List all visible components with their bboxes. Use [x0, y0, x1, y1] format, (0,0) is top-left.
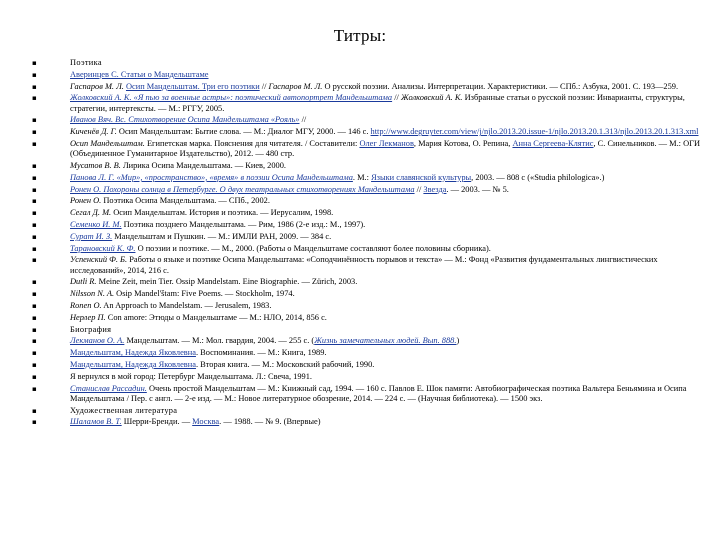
bibliography-item [30, 58, 700, 68]
bibliography-item [30, 336, 700, 346]
bullet-icon: ▪ [32, 59, 37, 67]
reference-text: Киченёв Д. Г. [70, 127, 117, 137]
reference-text: Мандельштам и Пушкин. — М.: ИМЛИ РАН, 2009. — 384 с. [112, 231, 332, 241]
reference-text: . — 2003. — № 5. [446, 184, 509, 194]
reference-text: Мусатов В. В. [70, 160, 121, 170]
bibliography-item [30, 70, 700, 80]
reference-text: Нерлер П. [70, 312, 106, 322]
bullet-icon: ▪ [32, 384, 37, 393]
reference-link[interactable]: Олег Лекманов [359, 138, 414, 148]
reference-text: Лирика Осипа Мандельштама. — Киев, 2000. [120, 160, 287, 170]
bibliography-item [30, 348, 700, 358]
reference-text: ) [456, 336, 460, 346]
reference-link[interactable]: Жолковский А. К. «Я пью за военные астры»: поэтический автопортрет Мандельштама [70, 93, 393, 103]
reference-text: // [414, 184, 424, 194]
slide-title: Титры: [333, 26, 387, 45]
reference-link[interactable]: Ронен О. Похороны солнца в Петербурге. О двух театральных стихотворениях Мандельштама [70, 184, 415, 194]
reference-text: , 2003. — 808 с («Studia philologica».) [471, 172, 605, 182]
reference-link[interactable]: Москва [192, 417, 220, 427]
reference-text: Мандельштам. — М.: Мол. гвардия, 2004. — 255 с. ( [124, 336, 315, 346]
reference-link[interactable]: Звезда [423, 184, 447, 194]
reference-text: О русской поэзии. Анализы. Интерпретации. Характеристики. — СПб.: Азбука, 2001. С. 193—259. [322, 81, 679, 91]
bullet-icon: ▪ [32, 185, 37, 194]
bullet-icon: ▪ [32, 232, 37, 241]
bullet-icon: ▪ [32, 337, 37, 346]
reference-text: Осип Мандельштам. История и поэтика. — Иерусалим, 1998. [111, 208, 334, 218]
reference-text: Osip Mandel'štam: Five Poems. — Stockholm, 1974. [114, 289, 295, 299]
reference-link[interactable]: Семенко И. М. [70, 219, 122, 229]
bullet-icon: ▪ [32, 349, 37, 358]
reference-text: Ronen O. [70, 300, 102, 310]
reference-link[interactable]: Тарановский К. Ф. [70, 243, 136, 253]
reference-text: . М.: [352, 172, 372, 182]
bibliography-item [30, 232, 700, 242]
bullet-icon: ▪ [32, 325, 37, 334]
reference-link[interactable]: http://www.degruyter.com/view/j/njlo.2013.20.issue-1/njlo.2013.20.1.313/njlo.2013.20.1.313.xml [370, 127, 699, 137]
bullet-icon: ▪ [32, 278, 37, 287]
bullet-icon: ▪ [32, 406, 37, 415]
bibliography-item [30, 93, 700, 113]
bullet-icon: ▪ [32, 116, 37, 125]
reference-text: Осип Мандельштам: Бытие слова. — М.: Диалог МГУ, 2000. — 146 с. [116, 127, 371, 137]
reference-text: // [259, 81, 269, 91]
bibliography-item [30, 360, 700, 370]
bullet-icon: ▪ [32, 220, 37, 229]
reference-text: Con amore: Этюды о Мандельштаме — М.: НЛО, 2014, 856 с. [105, 312, 327, 322]
reference-link[interactable]: Жизнь замечательных людей. Вып. 888. [314, 336, 457, 346]
bibliography-item [30, 185, 700, 195]
bullet-icon: ▪ [32, 94, 37, 103]
reference-text: . Воспоминания. — М.: Книга, 1989. [195, 348, 327, 358]
bibliography-item [30, 139, 700, 159]
reference-link[interactable]: Мандельштам, Надежда Яковлевна [70, 359, 196, 369]
bullet-icon: ▪ [32, 70, 37, 79]
reference-text: Сегал Д. М. [70, 208, 112, 218]
reference-text: Ронен О. [70, 196, 102, 206]
reference-link[interactable]: Осип Мандельштам. Три его поэтики [125, 81, 260, 91]
reference-link[interactable]: Шаламов В. Т. [70, 417, 122, 427]
bullet-icon: ▪ [32, 161, 37, 170]
bibliography-item [30, 406, 700, 416]
bullet-icon: ▪ [32, 197, 37, 206]
bullet-icon: ▪ [32, 372, 37, 381]
bibliography-item [30, 372, 700, 382]
reference-text: Гаспаров М. Л. [70, 81, 126, 91]
bibliography-item [30, 289, 700, 299]
bullet-icon: ▪ [32, 244, 37, 253]
reference-text: Nilsson N. A. [70, 289, 115, 299]
reference-text: Dutli R. [70, 277, 97, 287]
reference-text: Биография [70, 324, 112, 334]
reference-text: Поэтика позднего Мандельштама. — Рим, 1986 (2-е изд.: М., 1997). [121, 219, 366, 229]
reference-text: // [299, 115, 307, 125]
reference-text: , С. Синельников. — М.: ОГИ (Объединенное Гуманитарное Издательство), 2012. — 480 стр. [70, 138, 701, 159]
bullet-icon: ▪ [32, 301, 37, 310]
bullet-icon: ▪ [32, 256, 37, 265]
bibliography-item [30, 173, 700, 183]
bibliography-item [30, 384, 700, 404]
reference-text: Художественная литература [70, 405, 178, 415]
bibliography-item [30, 220, 700, 230]
bibliography-item [30, 115, 700, 125]
reference-text: Поэтика Осипа Мандельштама. — СПб., 2002. [101, 196, 270, 206]
bibliography-item [30, 196, 700, 206]
reference-text: Шерри-Бренди. — [121, 417, 193, 427]
bibliography-item [30, 161, 700, 171]
reference-text: Египетская марка. Пояснения для читателя. / Составители: [144, 138, 360, 148]
bullet-icon: ▪ [32, 139, 37, 148]
reference-text: Работы о языке и поэтике Осипа Мандельштама: «Соподчинённость порывов и текста» — М.: Фонд «Развития фундаментальных лингвистических исследований», 2014, 216 с. [70, 255, 658, 275]
reference-text: , Мария Котова, О. Репина, [413, 138, 513, 148]
reference-text: Успенский Ф. Б. [70, 255, 128, 265]
reference-text: Избранные статьи о русской поэзии: Инварианты, структуры, стратегии, интертексты. — М.: РГГУ, 2005. [70, 93, 685, 113]
bullet-icon: ▪ [32, 290, 37, 299]
bullet-icon: ▪ [32, 418, 37, 427]
bullet-icon: ▪ [32, 313, 37, 322]
reference-text: О поэзии и поэтике. — М., 2000. (Работы о Мандельштаме составляют более половины сборника). [135, 243, 491, 253]
reference-link[interactable]: Мандельштам, Надежда Яковлевна [70, 348, 196, 358]
bibliography-item [30, 244, 700, 254]
bibliography-item [30, 208, 700, 218]
reference-text: Жолковский А. К. [400, 93, 463, 103]
bibliography-item [30, 417, 700, 427]
bibliography-item [30, 82, 700, 92]
reference-link[interactable]: Лекманов О. А. [70, 336, 125, 346]
reference-link[interactable]: Иванов Вяч. Вс. Стихотворение Осипа Мандельштама «Рояль» [70, 115, 300, 125]
reference-text: Поэтика [70, 58, 102, 67]
reference-text: Я вернулся в мой город: Петербург Мандельштама. Л.: Свеча, 1991. [70, 371, 313, 381]
bibliography-item [30, 127, 700, 137]
reference-text: . — 1988. — № 9. (Впервые) [219, 417, 321, 427]
bibliography-item [30, 255, 700, 275]
bibliography-item [30, 325, 700, 335]
bullet-icon: ▪ [32, 173, 37, 182]
bullet-icon: ▪ [32, 82, 37, 91]
reference-text: // [392, 93, 401, 103]
reference-link[interactable]: Анна Сергеева-Клятис [512, 138, 594, 148]
bullet-icon: ▪ [32, 209, 37, 218]
reference-link[interactable]: Сурат И. З. [70, 231, 113, 241]
reference-text: An Approach to Mandelstam. — Jerusalem, 1983. [101, 300, 272, 310]
bullet-icon: ▪ [32, 128, 37, 137]
reference-link[interactable]: Панова Л. Г. «Мир», «пространство», «время» в поэзии Осипа Мандельштама [70, 172, 353, 182]
bibliography-item [30, 313, 700, 323]
bibliography-item [30, 301, 700, 311]
reference-link[interactable]: Станислав Рассадин. [70, 383, 147, 393]
bibliography-list [30, 58, 700, 429]
reference-text: . Вторая книга. — М.: Московский рабочий, 1990. [195, 359, 375, 369]
reference-text: Очень простой Мандельштам — М.: Книжный сад, 1994. — 160 с. Павлов Е. Шок памяти: Автобиографическая поэтика Вальтера Беньямина и Осипа Мандельштама / Пер. с англ. — 2-е изд. — М.: Новое литературное обозрение, 2014. — 224 с. — (Научная библиотека). — 1500 экз. [70, 383, 687, 403]
reference-link[interactable]: Аверинцев С. Статьи о Мандельштаме [70, 69, 209, 79]
bullet-icon: ▪ [32, 360, 37, 369]
reference-text: Осип Мандельштам. [70, 138, 145, 148]
reference-text: Meine Zeit, mein Tier. Ossip Mandelstam. Eine Biographie. — Zürich, 2003. [96, 277, 358, 287]
reference-text: Гаспаров М. Л. [268, 81, 323, 91]
reference-link[interactable]: Языки славянской культуры [371, 172, 472, 182]
bibliography-item [30, 277, 700, 287]
